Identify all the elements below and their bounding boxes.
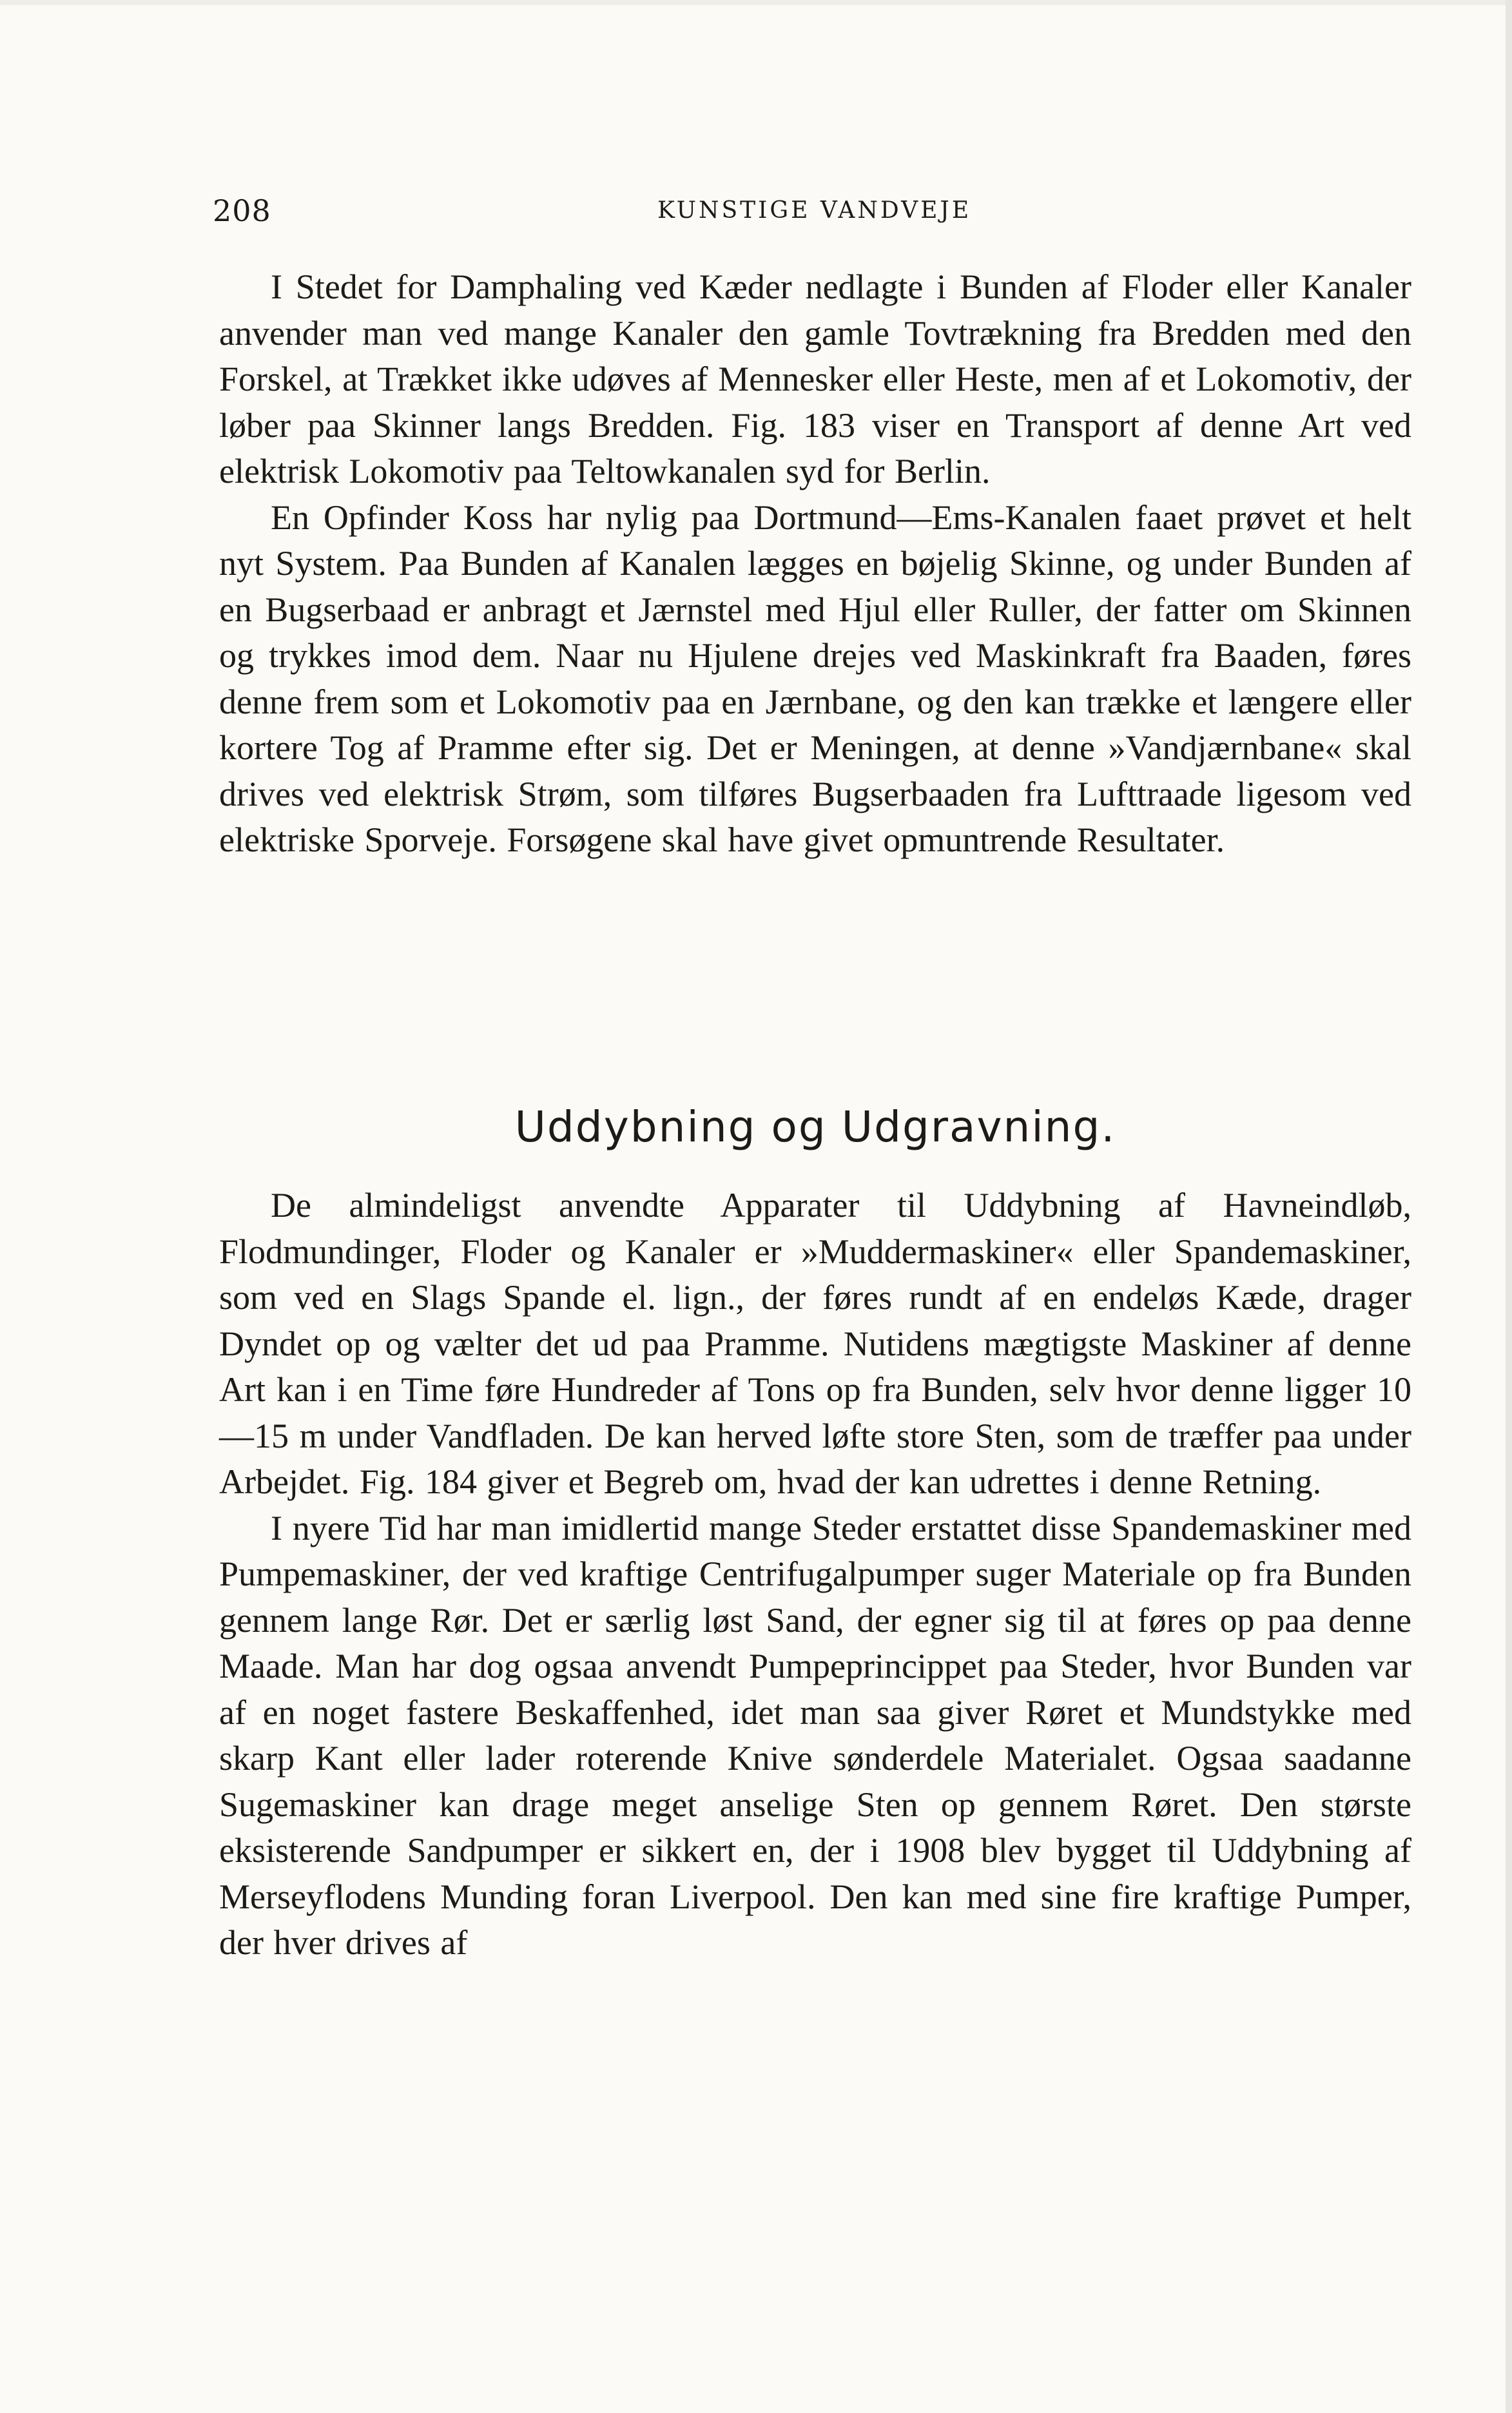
paragraph: De almindeligst anvendte Apparater til Uddybning af Havneindløb, Flodmundinger, Floder og Kanaler er »Muddermaskiner« eller Spandemaskiner, som ved en Slags Spande el. lign., der føres rundt af en endeløs Kæde, drager Dyndet op og vælter det ud paa Pramme. Nutidens mægtigste Maskiner af denne Art kan i en Time føre Hundreder af Tons op fra Bunden, selv hvor denne ligger 10—15 m under Vandfladen. De kan herved løfte store Sten, som de træffer paa under Arbejdet. Fig. 184 giver et Begreb om, hvad der kan udrettes i denne Retning. (219, 1186, 1411, 1501)
paragraph: I Stedet for Damphaling ved Kæder nedlagte i Bunden af Floder eller Kanaler anvender man ved mange Kanaler den gamle Tovtrækning fra Bredden med den Forskel, at Trækket ikke udøves af Mennesker eller Heste, men af et Lokomotiv, der løber paa Skinner langs Bredden. Fig. 183 viser en Transport af denne Art ved elektrisk Lokomotiv paa Teltowkanalen syd for Berlin. (219, 267, 1411, 490)
section-heading: Uddybning og Udgravning. (514, 1102, 1116, 1152)
running-head (213, 193, 1424, 238)
running-title: KUNSTIGE VANDVEJE (657, 197, 972, 224)
paragraph: En Opfinder Koss har nylig paa Dortmund—Ems-Kanalen faaet prøvet et helt nyt System. Paa Bunden af Kanalen lægges en bøjelig Skinne, og under Bunden af en Bugserbaad er anbragt et Jærnstel med Hjul eller Ruller, der fatter om Skinnen og trykkes imod dem. Naar nu Hjulene drejes ved Maskinkraft fra Baaden, føres denne frem som et Lokomotiv paa en Jærnbane, og den kan trække et længere eller kortere Tog af Pramme efter sig. Det er Meningen, at denne »Vandjærnbane« skal drives ved elektrisk Strøm, som tilføres Bugserbaaden fra Lufttraade ligesom ved elektriske Sporveje. Forsøgene skal have givet opmuntrende Resultater. (219, 498, 1411, 859)
page-number: 208 (213, 193, 271, 228)
text-block-after-heading (219, 1183, 1411, 1966)
page-edge-right (1506, 0, 1512, 2413)
page-edge-top (0, 0, 1512, 5)
text-block-before-heading (219, 264, 1411, 864)
paragraph: I nyere Tid har man imidlertid mange Steder erstattet disse Spandemaskiner med Pumpemaskiner, der ved kraftige Centrifugalpumper suger Materiale op fra Bunden gennem lange Rør. Det er særlig løst Sand, der egner sig til at føres op paa denne Maade. Man har dog ogsaa anvendt Pumpeprincippet paa Steder, hvor Bunden var af en noget fastere Beskaffenhed, idet man saa giver Røret et Mundstykke med skarp Kant eller lader roterende Knive sønderdele Materialet. Ogsaa saadanne Sugemaskiner kan drage meget anselige Sten op gennem Røret. Den største eksisterende Sandpumper er sikkert en, der i 1908 blev bygget til Uddybning af Merseyflodens Munding foran Liverpool. Den kan med sine fire kraftige Pumper, der hver drives af (219, 1508, 1411, 1962)
